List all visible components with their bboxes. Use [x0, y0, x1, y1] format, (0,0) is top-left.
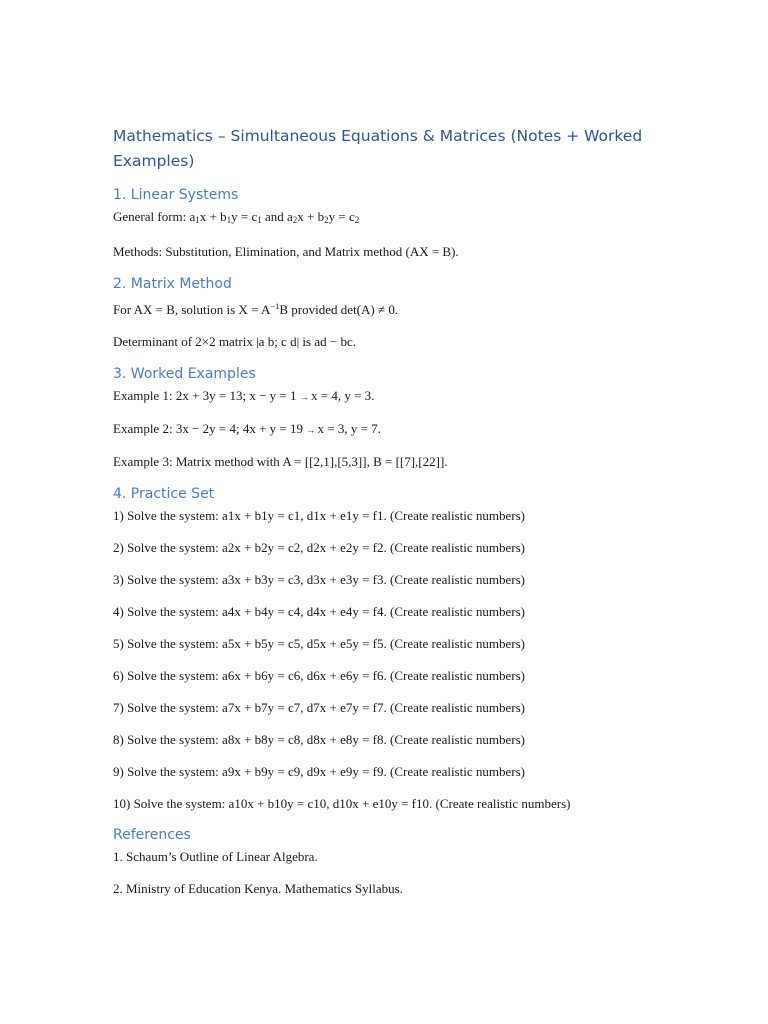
heading-worked-examples: 3. Worked Examples	[113, 366, 256, 382]
reference-item: 2. Ministry of Education Kenya. Mathematics Syllabus.	[113, 881, 403, 896]
document-title: Mathematics – Simultaneous Equations & Matrices (Notes + Worked Examples)	[113, 127, 643, 170]
practice-item: 3) Solve the system: a3x + b3y = c3, d3x + e3y = f3. (Create realistic numbers)	[113, 572, 526, 587]
determinant-text: Determinant of 2×2 matrix |a b; c d| is ad − bc.	[113, 334, 356, 349]
practice-item: 7) Solve the system: a7x + b7y = c7, d7x + e7y = f7. (Create realistic numbers)	[113, 700, 526, 715]
solution-text: For AX = B, solution is $X = A^{-1}B$ provided det(A) ≠ 0.	[113, 301, 399, 317]
practice-item: 9) Solve the system: a9x + b9y = c9, d9x + e9y = f9. (Create realistic numbers)	[113, 764, 526, 779]
general-form-text: General form: $a_1x + b_1y = c_1$ and $a_2x + b_2y = c_2$	[113, 209, 360, 225]
reference-item: 1. Schaum’s Outline of Linear Algebra.	[113, 849, 318, 864]
practice-item: 2) Solve the system: a2x + b2y = c2, d2x + e2y = f2. (Create realistic numbers)	[113, 540, 526, 555]
methods-text: Methods: Substitution, Elimination, and Matrix method (AX = B).	[113, 244, 459, 259]
practice-item: 8) Solve the system: a8x + b8y = c8, d8x + e8y = f8. (Create realistic numbers)	[113, 732, 526, 747]
heading-matrix-method: 2. Matrix Method	[113, 276, 232, 292]
example-1: Example 1: 2x + 3y = 13; x − y = 1 → x = 4, y = 3.	[113, 388, 375, 403]
practice-item: 4) Solve the system: a4x + b4y = c4, d4x + e4y = f4. (Create realistic numbers)	[113, 604, 526, 619]
practice-item: 10) Solve the system: a10x + b10y = c10, d10x + e10y = f10. (Create realistic numbers)	[113, 796, 571, 811]
practice-item: 1) Solve the system: a1x + b1y = c1, d1x + e1y = f1. (Create realistic numbers)	[113, 508, 526, 523]
example-2: Example 2: 3x − 2y = 4; 4x + y = 19 → x = 3, y = 7.	[113, 421, 381, 436]
heading-linear-systems: 1. Linear Systems	[113, 187, 239, 203]
example-3: Example 3: Matrix method with A = [[2,1],[5,3]], B = [[7],[22]].	[113, 454, 448, 469]
practice-item: 6) Solve the system: a6x + b6y = c6, d6x + e6y = f6. (Create realistic numbers)	[113, 668, 526, 683]
practice-item: 5) Solve the system: a5x + b5y = c5, d5x + e5y = f5. (Create realistic numbers)	[113, 636, 526, 651]
heading-practice-set: 4. Practice Set	[113, 486, 215, 502]
heading-references: References	[113, 827, 191, 843]
document-content	[113, 124, 673, 897]
